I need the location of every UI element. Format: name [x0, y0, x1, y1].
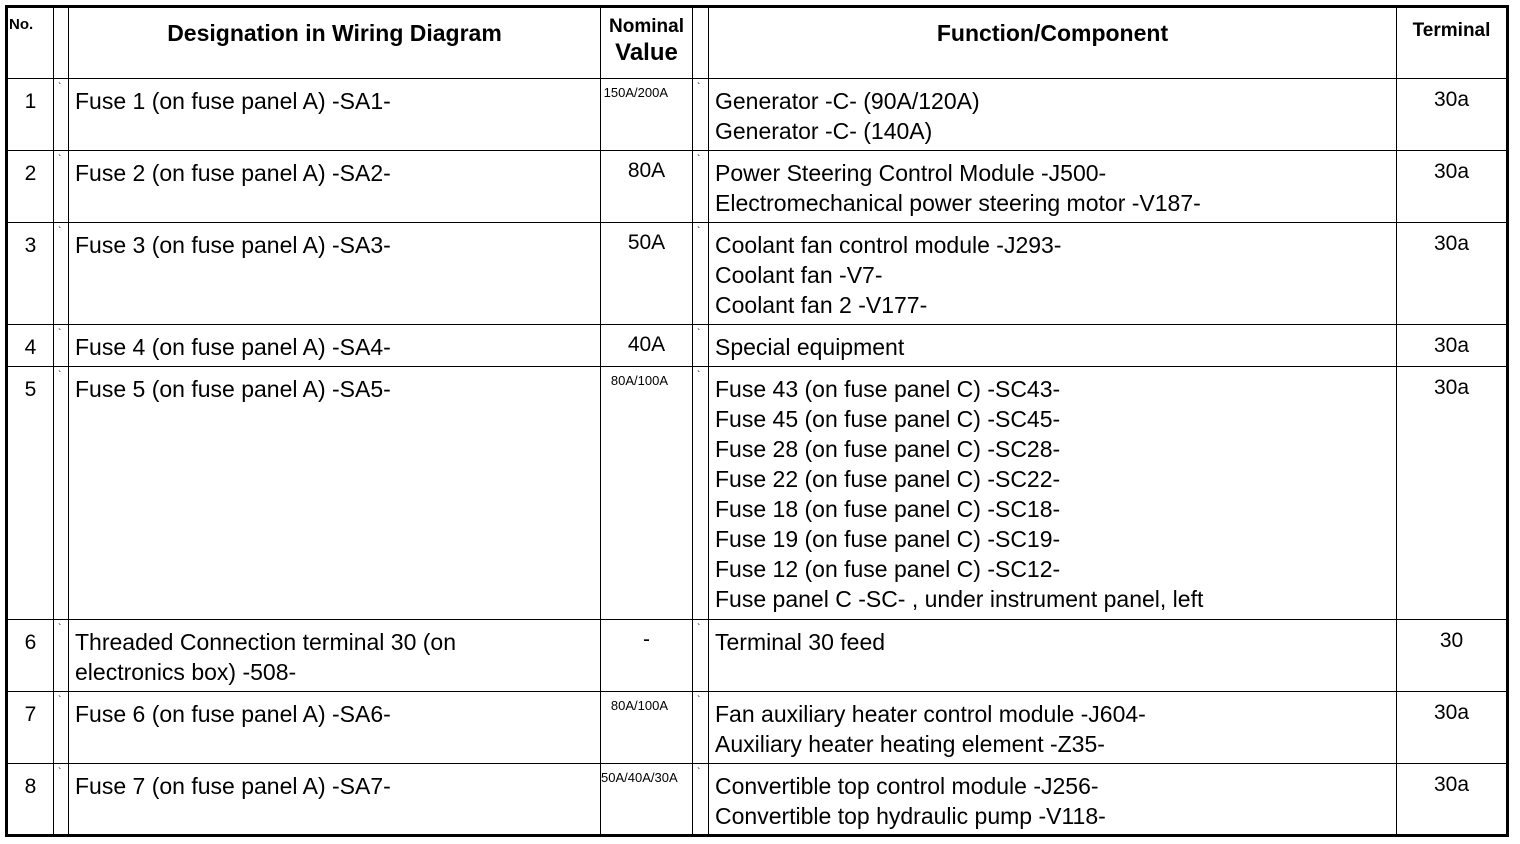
row-marker-2: ` — [693, 223, 709, 325]
header-spacer-2 — [693, 7, 709, 79]
row-number: 4 — [7, 325, 54, 367]
function-line: Coolant fan control module -J293- — [715, 232, 1062, 259]
designation-cell — [69, 367, 601, 619]
function-cell — [709, 223, 1397, 325]
terminal-cell: 30a — [1397, 151, 1508, 223]
table-row — [7, 223, 1508, 325]
function-line: Fuse 18 (on fuse panel C) -SC18- — [715, 496, 1061, 523]
function-cell — [709, 367, 1397, 619]
function-line: Convertible top hydraulic pump -V118- — [715, 802, 1106, 829]
nominal-value-cell: 80A/100A — [601, 691, 693, 763]
function-line: Special equipment — [715, 334, 905, 361]
terminal-cell: 30 — [1397, 619, 1508, 691]
designation-cell — [69, 151, 601, 223]
function-cell — [709, 151, 1397, 223]
row-number: 3 — [7, 223, 54, 325]
table-row — [7, 151, 1508, 223]
function-cell — [709, 691, 1397, 763]
row-marker: ` — [54, 367, 69, 619]
row-number: 7 — [7, 691, 54, 763]
function-line: Auxiliary heater heating element -Z35- — [715, 730, 1105, 757]
header-function: Function/Component — [709, 7, 1397, 79]
function-cell — [709, 325, 1397, 367]
header-terminal: Terminal — [1397, 7, 1508, 79]
designation-cell — [69, 79, 601, 151]
header-designation: Designation in Wiring Diagram — [69, 7, 601, 79]
row-marker-2: ` — [693, 79, 709, 151]
table-row — [7, 325, 1508, 367]
header-no: No. — [7, 7, 54, 79]
function-cell — [709, 619, 1397, 691]
row-marker: ` — [54, 691, 69, 763]
designation-cell — [69, 619, 601, 691]
function-line: Convertible top control module -J256- — [715, 772, 1099, 799]
row-marker-2: ` — [693, 619, 709, 691]
nominal-value-cell: 50A — [601, 223, 693, 325]
nominal-value-cell: 80A/100A — [601, 367, 693, 619]
table-body — [7, 79, 1508, 836]
function-line: Fuse 22 (on fuse panel C) -SC22- — [715, 466, 1061, 493]
designation-line: Fuse 3 (on fuse panel A) -SA3- — [75, 232, 391, 259]
function-line: Coolant fan 2 -V177- — [715, 292, 928, 319]
row-marker-2: ` — [693, 763, 709, 835]
nominal-value-cell: 80A — [601, 151, 693, 223]
terminal-cell: 30a — [1397, 325, 1508, 367]
terminal-cell: 30a — [1397, 223, 1508, 325]
terminal-cell: 30a — [1397, 763, 1508, 835]
designation-line: Threaded Connection terminal 30 (on — [75, 628, 457, 655]
designation-cell — [69, 691, 601, 763]
table-row — [7, 691, 1508, 763]
row-marker: ` — [54, 325, 69, 367]
row-marker-2: ` — [693, 151, 709, 223]
designation-cell — [69, 325, 601, 367]
row-number: 1 — [7, 79, 54, 151]
designation-line: Fuse 5 (on fuse panel A) -SA5- — [75, 376, 391, 403]
function-line: Fuse 28 (on fuse panel C) -SC28- — [715, 436, 1061, 463]
nominal-value-cell: - — [601, 619, 693, 691]
header-nominal-line2: Value — [615, 38, 678, 66]
row-marker: ` — [54, 223, 69, 325]
nominal-value-cell: 150A/200A — [601, 79, 693, 151]
row-marker: ` — [54, 79, 69, 151]
designation-line: Fuse 6 (on fuse panel A) -SA6- — [75, 700, 391, 727]
nominal-value-cell: 50A/40A/30A — [601, 763, 693, 835]
function-line: Fuse 19 (on fuse panel C) -SC19- — [715, 526, 1061, 553]
function-line: Coolant fan -V7- — [715, 262, 883, 289]
row-marker: ` — [54, 763, 69, 835]
function-line: Generator -C- (140A) — [715, 118, 933, 144]
designation-line: Fuse 1 (on fuse panel A) -SA1- — [75, 88, 391, 114]
function-cell — [709, 763, 1397, 835]
function-line: Fuse 43 (on fuse panel C) -SC43- — [715, 376, 1061, 403]
row-marker-2: ` — [693, 367, 709, 619]
table-row — [7, 763, 1508, 835]
function-line: Fuse 12 (on fuse panel C) -SC12- — [715, 556, 1061, 583]
row-marker: ` — [54, 619, 69, 691]
header-spacer — [54, 7, 69, 79]
designation-cell — [69, 763, 601, 835]
function-line: Fuse panel C -SC- , under instrument panel, left — [715, 586, 1204, 613]
row-number: 8 — [7, 763, 54, 835]
function-line: Electromechanical power steering motor -V187- — [715, 190, 1201, 217]
table-row — [7, 619, 1508, 691]
terminal-cell: 30a — [1397, 691, 1508, 763]
row-marker-2: ` — [693, 325, 709, 367]
row-number: 5 — [7, 367, 54, 619]
header-nominal-line1: Nominal — [609, 16, 684, 37]
function-cell — [709, 79, 1397, 151]
designation-line: Fuse 4 (on fuse panel A) -SA4- — [75, 334, 391, 361]
function-line: Fan auxiliary heater control module -J604- — [715, 700, 1146, 727]
function-line: Terminal 30 feed — [715, 628, 886, 655]
table-row — [7, 367, 1508, 619]
row-number: 6 — [7, 619, 54, 691]
designation-cell — [69, 223, 601, 325]
function-line: Fuse 45 (on fuse panel C) -SC45- — [715, 406, 1061, 433]
terminal-cell: 30a — [1397, 367, 1508, 619]
designation-line: Fuse 2 (on fuse panel A) -SA2- — [75, 160, 391, 187]
row-marker-2: ` — [693, 691, 709, 763]
fuse-table — [5, 5, 1509, 837]
function-line: Generator -C- (90A/120A) — [715, 88, 980, 114]
nominal-value-cell: 40A — [601, 325, 693, 367]
designation-line: Fuse 7 (on fuse panel A) -SA7- — [75, 772, 391, 799]
row-number: 2 — [7, 151, 54, 223]
terminal-cell: 30a — [1397, 79, 1508, 151]
header-nominal-value — [601, 7, 693, 79]
header-row — [7, 7, 1508, 79]
function-line: Power Steering Control Module -J500- — [715, 160, 1107, 187]
table-row — [7, 79, 1508, 151]
row-marker: ` — [54, 151, 69, 223]
designation-line: electronics box) -508- — [75, 658, 297, 685]
